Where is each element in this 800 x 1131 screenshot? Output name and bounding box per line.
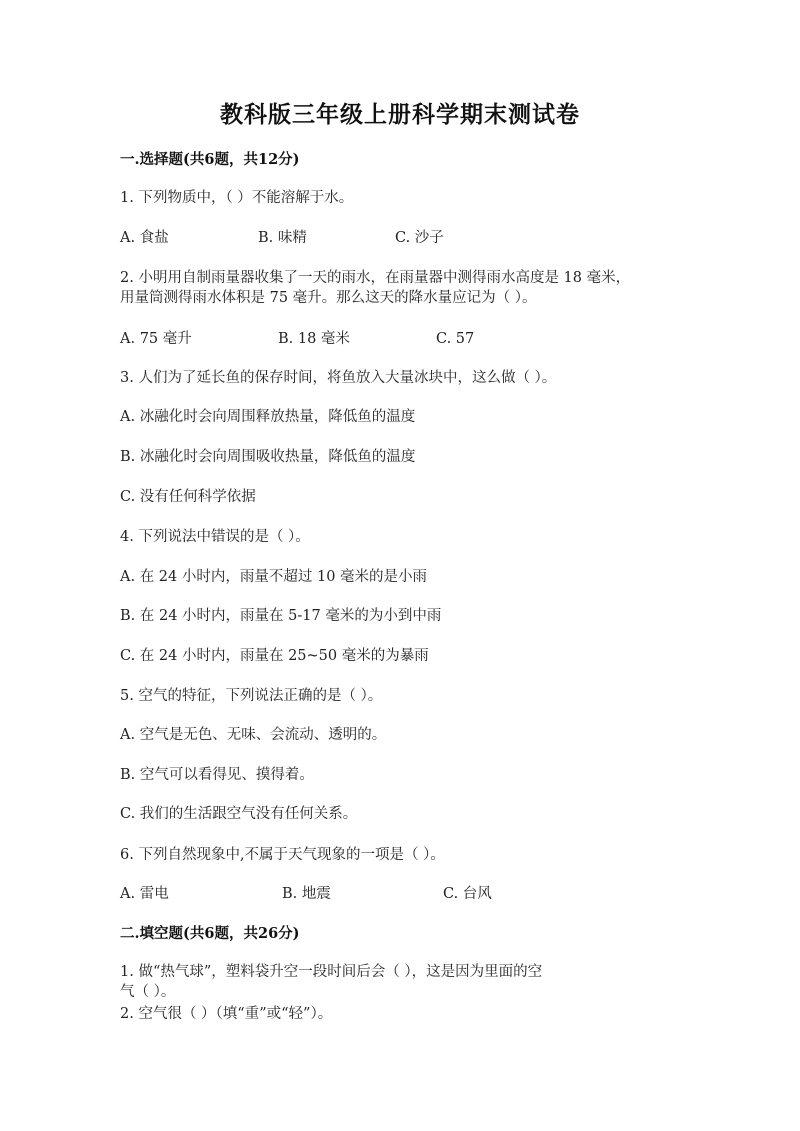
question-5-option-b: B. 空气可以看得见、摸得着。 — [120, 767, 314, 783]
section-heading-choice: 一.选择题(共6题，共12分) — [120, 151, 300, 168]
question-4-option-a: A. 在 24 小时内，雨量不超过 10 毫米的是小雨 — [120, 569, 428, 585]
fill-question-1-line-1: 1. 做“热气球”，塑料袋升空一段时间后会（ ），这是因为里面的空 — [120, 964, 543, 980]
fill-question-1-line-2: 气（ ）。 — [120, 984, 176, 1000]
question-4: 4. 下列说法中错误的是（ ）。 — [120, 529, 310, 545]
option-b: B. 18 毫米 — [278, 331, 350, 347]
question-4-option-b: B. 在 24 小时内，雨量在 5-17 毫米的为小到中雨 — [120, 608, 442, 624]
option-c: C. 沙子 — [395, 230, 444, 246]
option-a: A. 雷电 — [120, 886, 169, 902]
question-1: 1. 下列物质中，（ ）不能溶解于水。 — [120, 190, 354, 206]
option-c: C. 台风 — [443, 886, 492, 902]
question-3-option-a: A. 冰融化时会向周围释放热量，降低鱼的温度 — [120, 409, 416, 425]
question-5-option-c: C. 我们的生活跟空气没有任何关系。 — [120, 806, 358, 822]
option-b: B. 味精 — [258, 230, 307, 246]
option-b: B. 地震 — [282, 886, 331, 902]
question-3-option-c: C. 没有任何科学依据 — [120, 489, 256, 505]
option-a: A. 75 毫升 — [120, 331, 192, 347]
option-c: C. 57 — [436, 331, 475, 347]
question-4-option-c: C. 在 24 小时内，雨量在 25~50 毫米的为暴雨 — [120, 648, 429, 664]
option-a: A. 食盐 — [120, 230, 169, 246]
question-5-option-a: A. 空气是无色、无味、会流动、透明的。 — [120, 727, 387, 743]
question-2-line-2: 用量筒测得雨水体积是 75 毫升。那么这天的降水量应记为（ ）。 — [120, 290, 537, 306]
section-heading-fill-in: 二.填空题(共6题，共26分) — [120, 925, 300, 942]
fill-question-2: 2. 空气很（ ）（填“重”或“轻”）。 — [120, 1006, 333, 1022]
question-6: 6. 下列自然现象中,不属于天气现象的一项是（ ）。 — [120, 847, 445, 863]
question-5: 5. 空气的特征，下列说法正确的是（ ）。 — [120, 688, 383, 704]
question-2-line-1: 2. 小明用自制雨量器收集了一天的雨水，在雨量器中测得雨水高度是 18 毫米， — [120, 270, 631, 286]
question-3: 3. 人们为了延长鱼的保存时间，将鱼放入大量冰块中，这么做（ ）。 — [120, 370, 557, 386]
question-3-option-b: B. 冰融化时会向周围吸收热量，降低鱼的温度 — [120, 449, 416, 465]
page-title: 教科版三年级上册科学期末测试卷 — [220, 101, 580, 128]
